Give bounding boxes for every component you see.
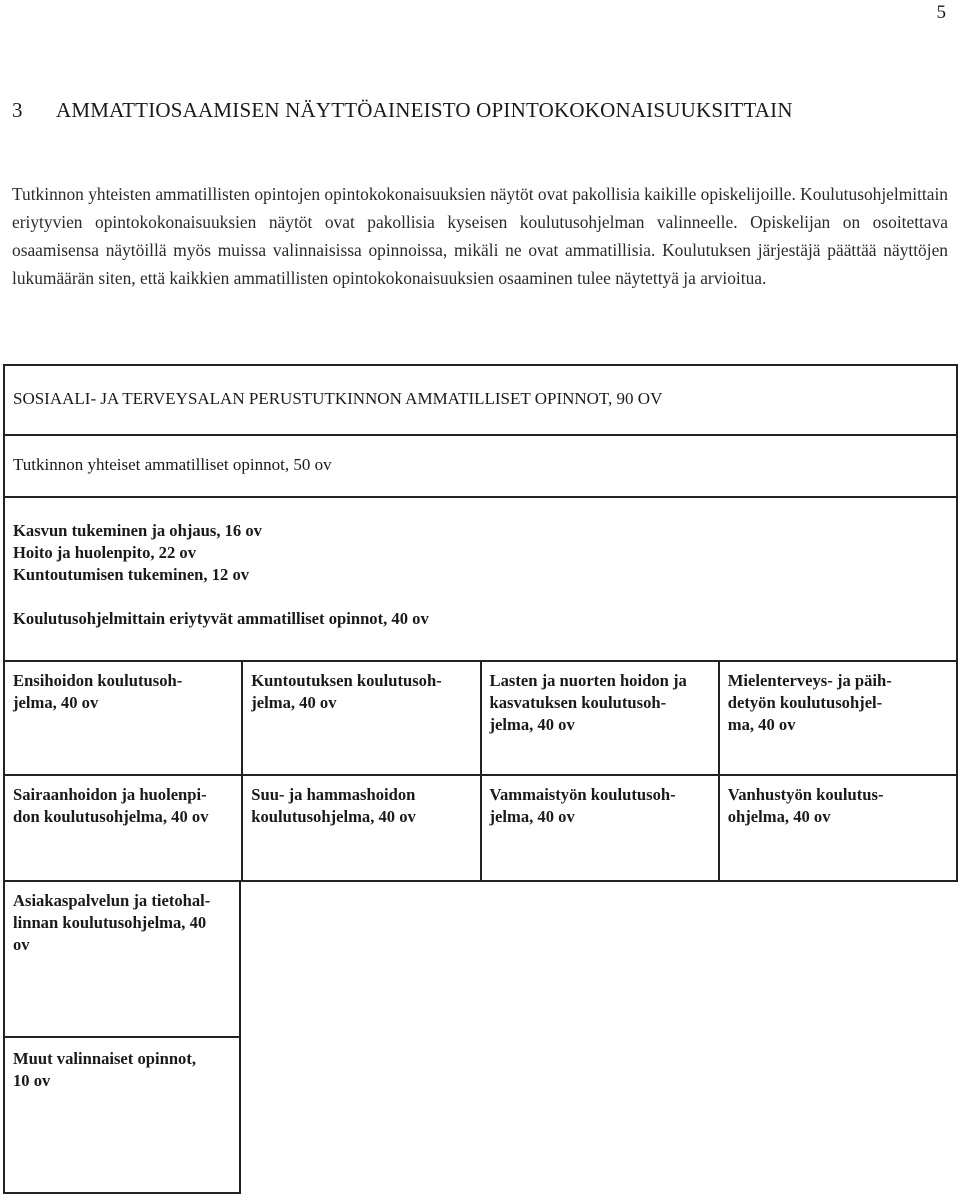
programme-cell: Vammaistyön koulutusoh- jelma, 40 ov (480, 774, 718, 880)
programme-cell: Mielenterveys- ja päih- detyön koulutusohjel- ma, 40 ov (718, 660, 956, 774)
specific-studies-header: Koulutusohjelmittain eriytyvät ammatilliset opinnot, 40 ov (13, 609, 429, 628)
programme-cell: Vanhustyön koulutus- ohjelma, 40 ov (718, 774, 956, 880)
programme-cell: Sairaanhoidon ja huolenpi- don koulutusohjelma, 40 ov (13, 785, 209, 826)
common-item: Kuntoutumisen tukeminen, 12 ov (13, 565, 250, 584)
common-item: Hoito ja huolenpito, 22 ov (13, 543, 197, 562)
common-studies-header: Tutkinnon yhteiset ammatilliset opinnot, 50 ov (13, 455, 332, 474)
table-title: SOSIAALI- JA TERVEYSALAN PERUSTUTKINNON AMMATILLISET OPINNOT, 90 OV (13, 389, 663, 408)
common-studies-items (3, 496, 958, 592)
programme-cell: Lasten ja nuorten hoidon ja kasvatuksen koulutusoh- jelma, 40 ov (480, 660, 718, 774)
programme-cell: Suu- ja hammashoidon koulutusohjelma, 40 ov (241, 774, 479, 880)
programme-cell: Asiakaspalvelun ja tietohal- linnan koulutusohjelma, 40 ov (13, 891, 211, 954)
optional-studies-cell: Muut valinnaiset opinnot, 10 ov (13, 1049, 197, 1090)
common-studies-header-row (3, 434, 958, 498)
programme-cell: Ensihoidon koulutusoh- jelma, 40 ov (13, 671, 183, 712)
table-title-row (3, 364, 958, 436)
intro-paragraph: Tutkinnon yhteisten ammatillisten opintojen opintokokonaisuuksien näytöt ovat pakollisia kaikille opiskelijoille. Koulutusohjelmittain eriytyvien opintokokonaisuuksien näytöt ovat pakollisia kyseisen koulutusohjelman valinneelle. Opiskelijan on osoitettava osaamisensa näytöillä myös muissa valinnaisissa opinnoissa, mikäli ne ovat ammatillisia. Koulutuksen järjestäjä päättää näyttöjen lukumäärän siten, että kaikkien ammatillisten opintokokonaisuuksien osaaminen tulee näytettyä ja arvioitua. (12, 184, 948, 288)
programmes-row-3 (3, 880, 241, 1038)
optional-studies-row (3, 1036, 241, 1194)
programmes-row-2 (3, 774, 958, 882)
page-number: 5 (936, 2, 946, 23)
section-heading (12, 98, 950, 123)
programme-cell: Kuntoutuksen koulutusoh- jelma, 40 ov (241, 660, 479, 774)
section-title: AMMATTIOSAAMISEN NÄYTTÖAINEISTO OPINTOKOKONAISUUKSITTAIN (56, 98, 793, 122)
specific-studies-header-row (3, 592, 958, 662)
programmes-row-1 (3, 660, 958, 776)
section-number: 3 (12, 98, 23, 122)
common-item: Kasvun tukeminen ja ohjaus, 16 ov (13, 521, 262, 540)
